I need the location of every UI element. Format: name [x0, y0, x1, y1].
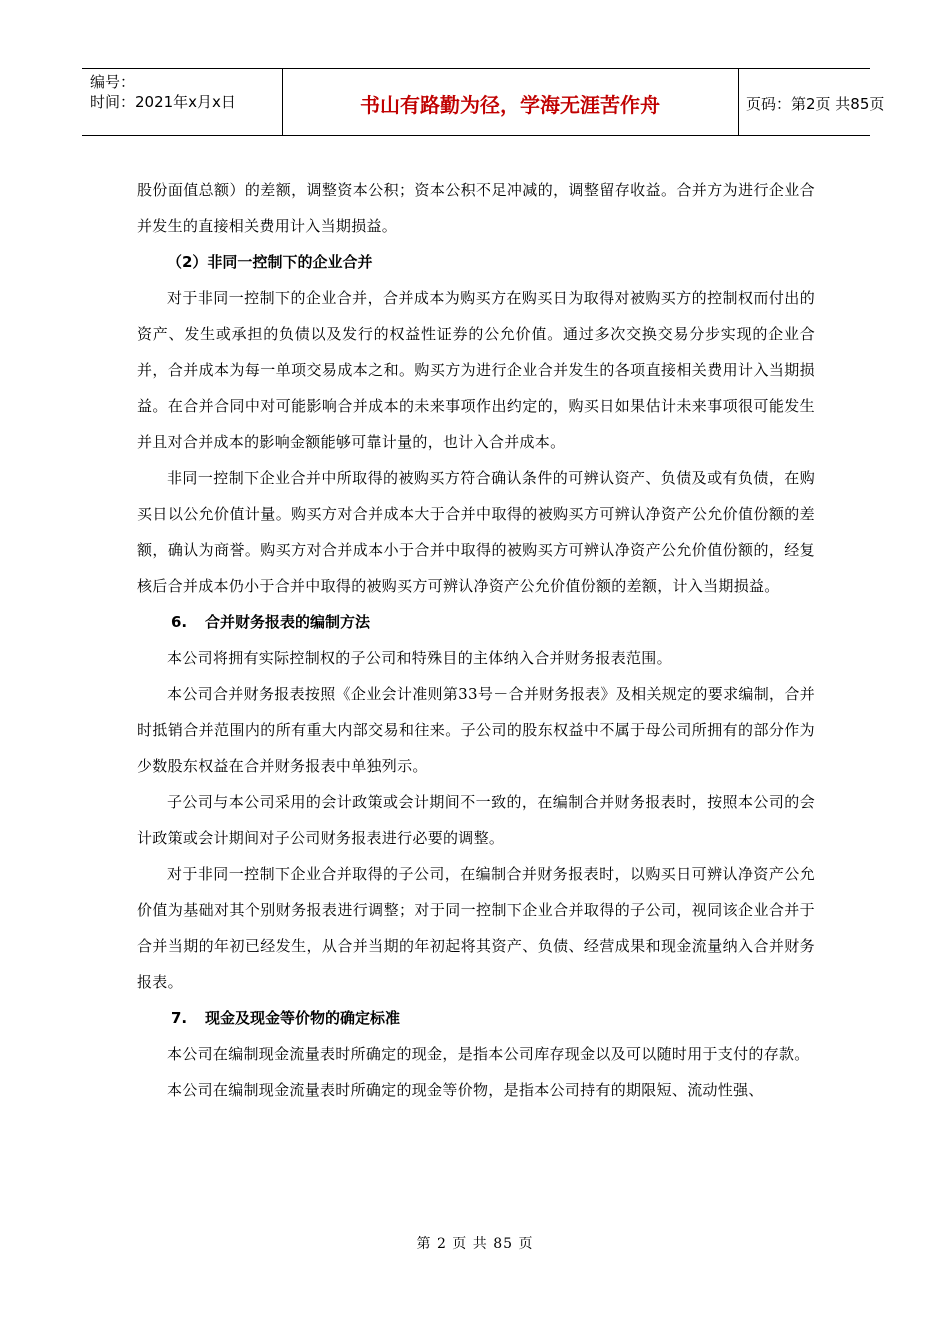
paragraph: 对于非同一控制下企业合并取得的子公司，在编制合并财务报表时，以购买日可辨认净资产公允价值为基础对其个别财务报表进行调整；对于同一控制下企业合并取得的子公司，视同该企业合并于合并当期的年初已经发生，从合并当期的年初起将其资产、负债、经营成果和现金流量纳入合并财务报表。: [137, 865, 815, 991]
section-heading: [137, 1000, 815, 1036]
section-title: 现金及现金等价物的确定标准: [205, 1009, 401, 1027]
paragraph: 股份面值总额）的差额，调整资本公积；资本公积不足冲减的，调整留存收益。合并方为进行企业合并发生的直接相关费用计入当期损益。: [137, 181, 815, 235]
document-body: [137, 172, 815, 1108]
header-motto-cell: [282, 69, 739, 135]
paragraph: 本公司在编制现金流量表时所确定的现金，是指本公司库存现金以及可以随时用于支付的存款。: [167, 1045, 810, 1063]
header-page-cell: [738, 69, 885, 135]
section-title: 合并财务报表的编制方法: [205, 613, 371, 631]
document-time-label: 时间：2021年x月x日: [90, 93, 236, 111]
section-number: 6.: [171, 613, 188, 631]
header-meta-cell: [82, 69, 283, 135]
paragraph: 对于非同一控制下的企业合并，合并成本为购买方在购买日为取得对被购买方的控制权而付出的资产、发生或承担的负债以及发行的权益性证券的公允价值。通过多次交换交易分步实现的企业合并，合并成本为每一单项交易成本之和。购买方为进行企业合并发生的各项直接相关费用计入当期损益。在合并合同中对可能影响合并成本的未来事项作出约定的，购买日如果估计未来事项很可能发生并且对合并成本的影响金额能够可靠计量的，也计入合并成本。: [137, 289, 815, 451]
paragraph: 子公司与本公司采用的会计政策或会计期间不一致的，在编制合并财务报表时，按照本公司的会计政策或会计期间对子公司财务报表进行必要的调整。: [137, 793, 815, 847]
paragraph: 本公司将拥有实际控制权的子公司和特殊目的主体纳入合并财务报表范围。: [167, 649, 672, 667]
section-number: 7.: [171, 1009, 188, 1027]
section-heading: （2）非同一控制下的企业合并: [167, 253, 373, 271]
document-number-label: 编号：: [90, 73, 136, 91]
header-page-info: 页码：第2页 共85页: [746, 95, 885, 113]
header-motto: 书山有路勤为径，学海无涯苦作舟: [360, 93, 660, 117]
paragraph: 本公司合并财务报表按照《企业会计准则第33号－合并财务报表》及相关规定的要求编制，合并时抵销合并范围内的所有重大内部交易和往来。子公司的股东权益中不属于母公司所拥有的部分作为少数股东权益在合并财务报表中单独列示。: [137, 685, 815, 775]
page-header: [82, 68, 885, 136]
page-footer: 第 2 页 共 85 页: [416, 1236, 534, 1252]
paragraph: 本公司在编制现金流量表时所确定的现金等价物，是指本公司持有的期限短、流动性强、: [167, 1081, 764, 1099]
paragraph: 非同一控制下企业合并中所取得的被购买方符合确认条件的可辨认资产、负债及或有负债，在购买日以公允价值计量。购买方对合并成本大于合并中取得的被购买方可辨认净资产公允价值份额的差额，确认为商誉。购买方对合并成本小于合并中取得的被购买方可辨认净资产公允价值份额的，经复核后合并成本仍小于合并中取得的被购买方可辨认净资产公允价值份额的差额，计入当期损益。: [137, 469, 815, 595]
section-heading: [137, 604, 815, 640]
